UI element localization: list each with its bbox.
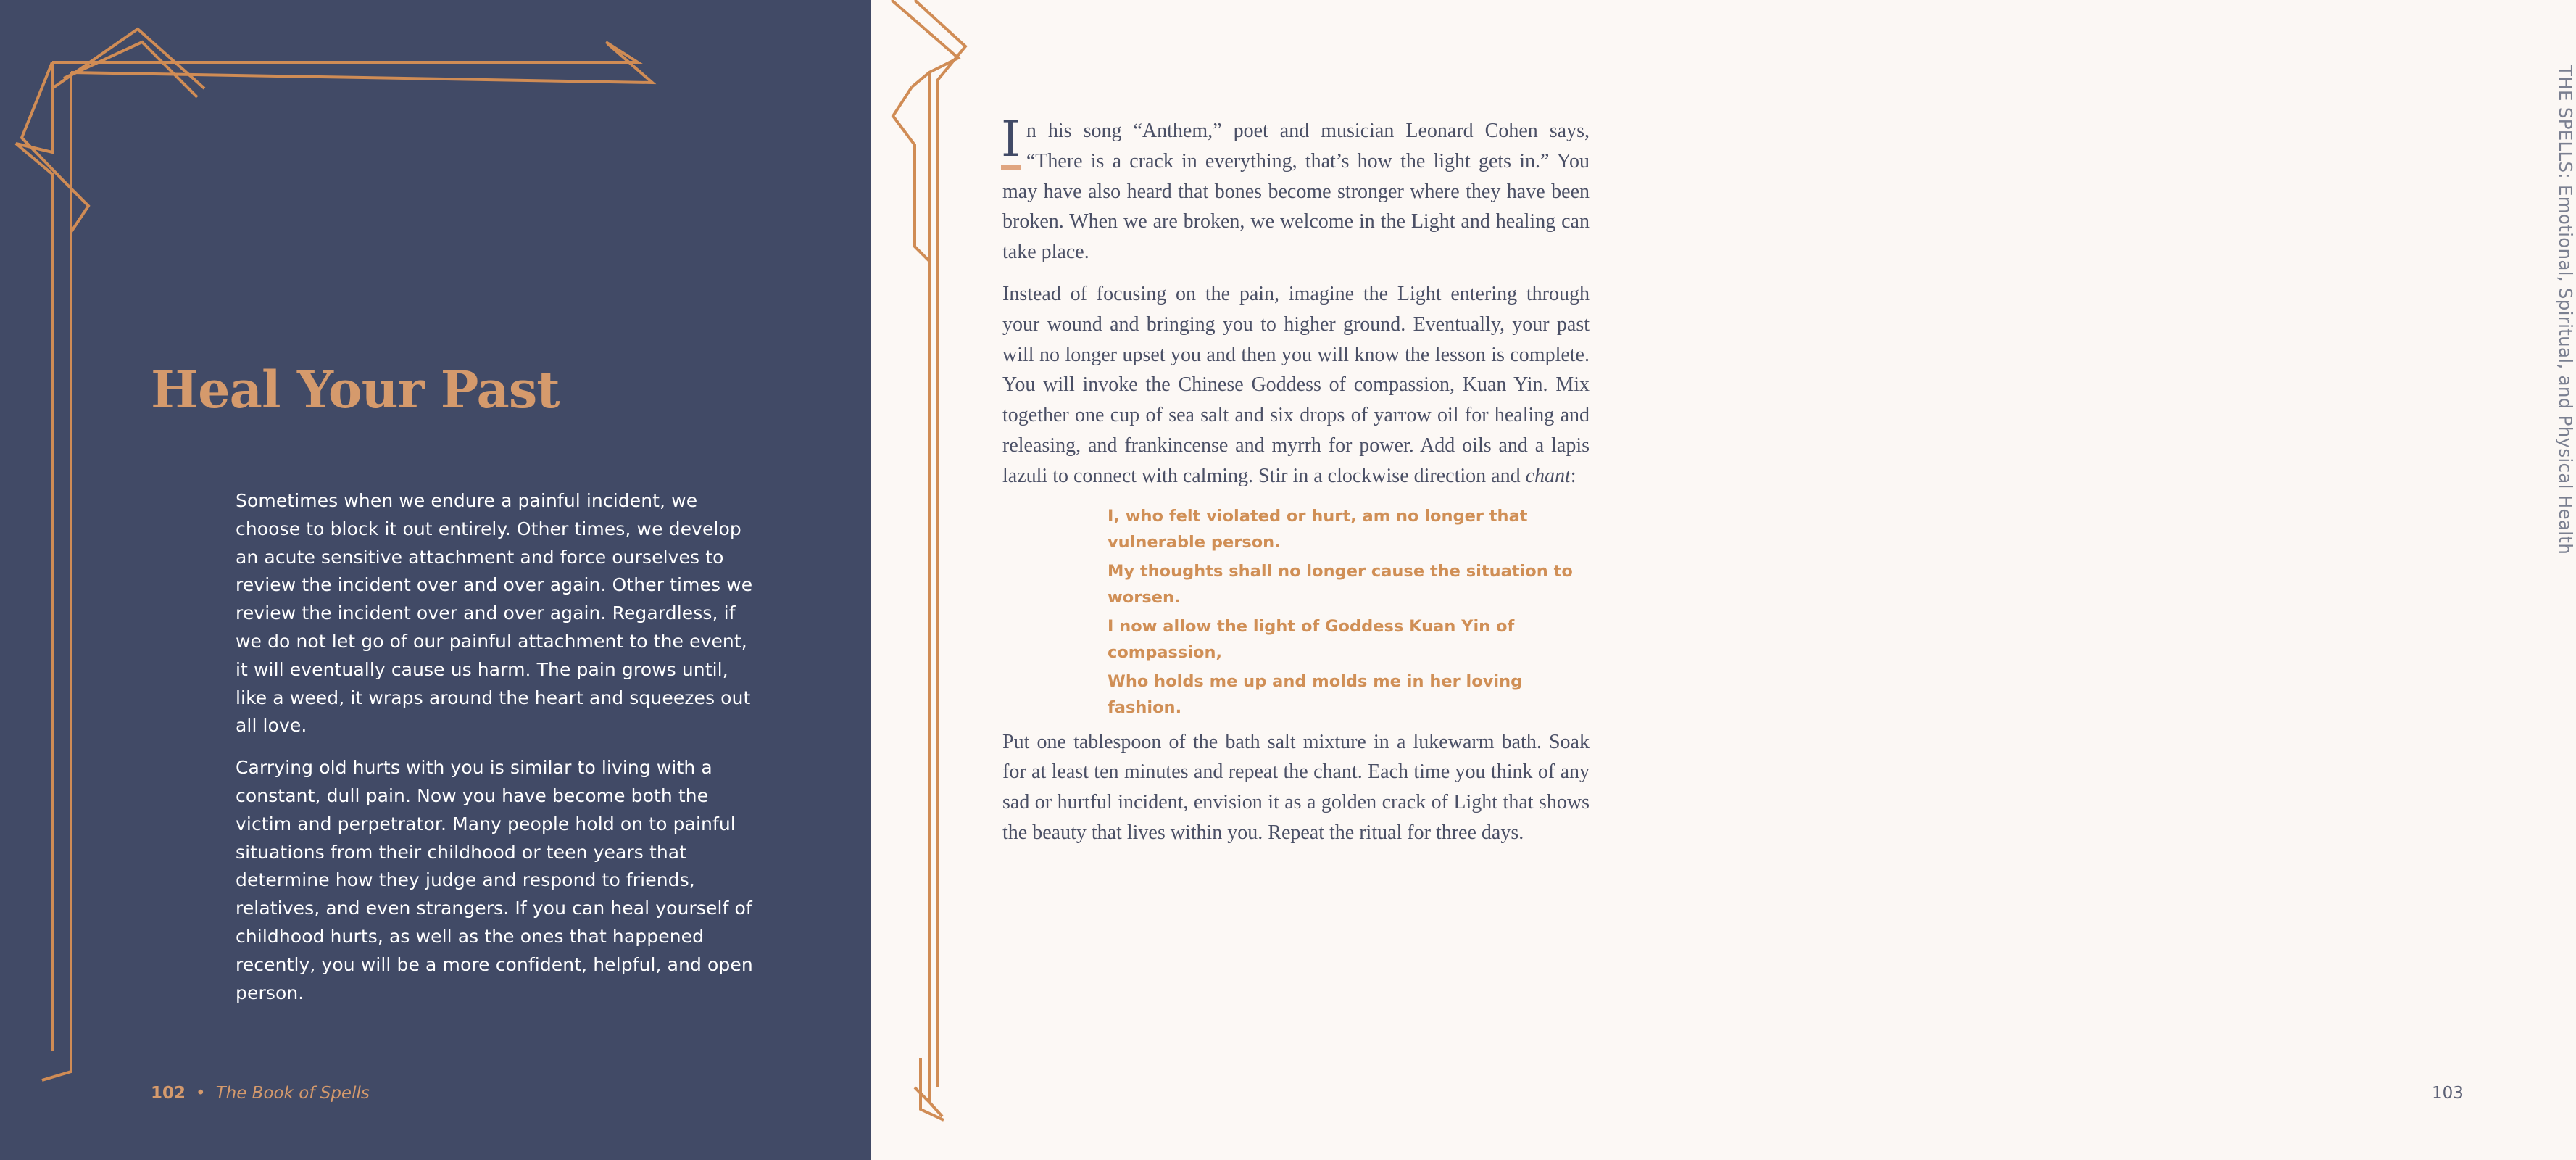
folio-separator: • — [196, 1084, 206, 1103]
page-title: Heal Your Past — [151, 360, 560, 420]
page-number-right: 103 — [2432, 1084, 2464, 1103]
left-paragraph-2: Carrying old hurts with you is similar to living with a constant, dull pain. Now you have become both the victim and perpetrator. Many people hold on to painful situations from their childhood or teen years that determine how they judge and respond to friends, relatives, and even strangers. If you can heal yourself of childhood hurts, as well as the ones that happened recently, you will be a more confident, helpful, and open person. — [236, 757, 753, 1003]
right-paragraph-1-text: n his song “Anthem,” poet and musician Leonard Cohen says, “There is a crack in everything, that’s how the light gets in.” You may have also heard that bones become stronger where they have been broken. When we are broken, we welcome in the Light and healing can take place. — [1002, 120, 1590, 264]
left-page — [0, 0, 871, 1160]
chant-line-4: Who holds me up and molds me in her loving fashion. — [1108, 671, 1523, 718]
right-paragraph-2-end: : — [1570, 464, 1576, 487]
right-paragraph-1 — [1001, 111, 1590, 268]
running-head: THE SPELLS: Emotional, Spiritual, and Physical Health — [2555, 65, 2576, 555]
chant-emphasis: chant — [1525, 464, 1571, 487]
right-paragraph-3: Put one tablespoon of the bath salt mixture in a lukewarm bath. Soak for at least ten minutes and repeat the chant. Each time you think of any sad or hurtful incident, envision it as a golden crack of Light that shows the beauty that lives within you. Repeat the ritual for three days. — [1002, 730, 1590, 844]
chant-line-2: My thoughts shall no longer cause the situation to worsen. — [1108, 561, 1573, 608]
left-paragraph-1: Sometimes when we endure a painful incident, we choose to block it out entirely. Other times, we develop an acute sensitive attachment and force ourselves to review the incident over and over again. Other times we review the incident over and over again. Regardless, if we do not let go of our painful attachment to the event, it will eventually cause us harm. The pain grows until, like a weed, it wraps around the heart and squeezes out all love. — [236, 490, 753, 737]
page-number-left: 102 — [151, 1084, 186, 1103]
chant-block — [1108, 503, 1590, 721]
drop-cap: I — [1001, 117, 1021, 170]
chant-line-3: I now allow the light of Goddess Kuan Yin of compassion, — [1108, 616, 1515, 663]
left-body-text — [236, 487, 757, 1021]
right-paragraph-2 — [1002, 279, 1590, 492]
book-title: The Book of Spells — [215, 1084, 370, 1103]
right-body-text — [1001, 111, 1590, 860]
chant-line-1: I, who felt violated or hurt, am no longer that vulnerable person. — [1108, 506, 1528, 552]
left-folio — [151, 1084, 370, 1103]
right-paragraph-2-text: Instead of focusing on the pain, imagine the Light entering through your wound and bringing you to higher ground. Eventually, your past will no longer upset you and then you will know the lesson is complete. You will invoke the Chinese Goddess of compassion, Kuan Yin. Mix together one cup of sea salt and six drops of yarrow oil for healing and releasing, and frankincense and myrrh for power. Add oils and a lapis lazuli to connect with calming. Stir in a clockwise direction and — [1002, 282, 1590, 487]
